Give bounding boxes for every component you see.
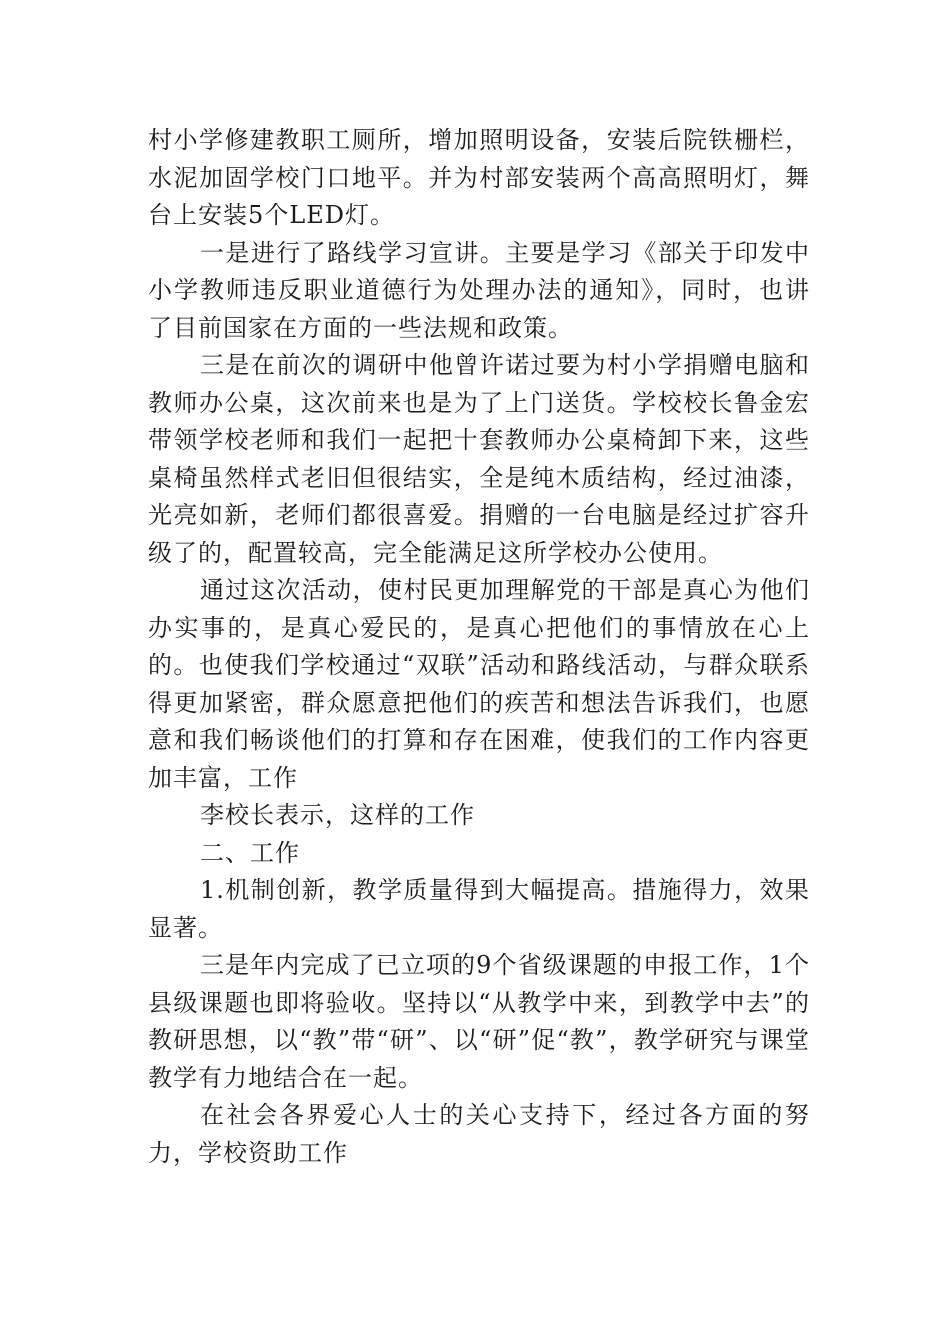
paragraph-7: 1.机制创新，教学质量得到大幅提高。措施得力，效果显著。 (148, 876, 810, 942)
paragraph-1: 村小学修建教职工厕所，增加照明设备，安装后院铁栅栏，水泥加固学校门口地平。并为村部安装两个高高照明灯，舞台上安装5个LED灯。 (148, 126, 810, 229)
paragraph-2: 一是进行了路线学习宣讲。主要是学习《部关于印发中小学教师违反职业道德行为处理办法的通知》，同时，也讲了目前国家在方面的一些法规和政策。 (148, 238, 810, 342)
section-heading: 二、工作 (200, 838, 300, 867)
paragraph-3: 三是在前次的调研中他曾许诺过要为村小学捐赠电脑和教师办公桌，这次前来也是为了上门送货。学校校长鲁金宏带领学校老师和我们一起把十套教师办公桌椅卸下来，这些桌椅虽然样式老旧但很结实，全是纯木质结构，经过油漆，光亮如新，老师们都很喜爱。捐赠的一台电脑是经过扩容升级了的，配置较高，完全能满足这所学校办公使用。 (148, 351, 810, 567)
document-body (148, 122, 810, 1172)
paragraph-5: 李校长表示，这样的工作 (200, 801, 475, 829)
paragraph-9: 在社会各界爱心人士的关心支持下，经过各方面的努力，学校资助工作 (148, 1101, 810, 1167)
paragraph-4: 通过这次活动，使村民更加理解党的干部是真心为他们办实事的，是真心爱民的，是真心把他们的事情放在心上的。也使我们学校通过“双联”活动和路线活动，与群众联系得更加紧密，群众愿意把他们的疾苦和想法告诉我们，也愿意和我们畅谈他们的打算和存在困难，使我们的工作内容更加丰富，工作 (148, 576, 810, 792)
paragraph-8: 三是年内完成了已立项的9个省级课题的申报工作，1个县级课题也即将验收。坚持以“从教学中来，到教学中去”的教研思想，以“教”带“研”、以“研”促“教”，教学研究与课堂教学有力地结合在一起。 (148, 951, 810, 1092)
